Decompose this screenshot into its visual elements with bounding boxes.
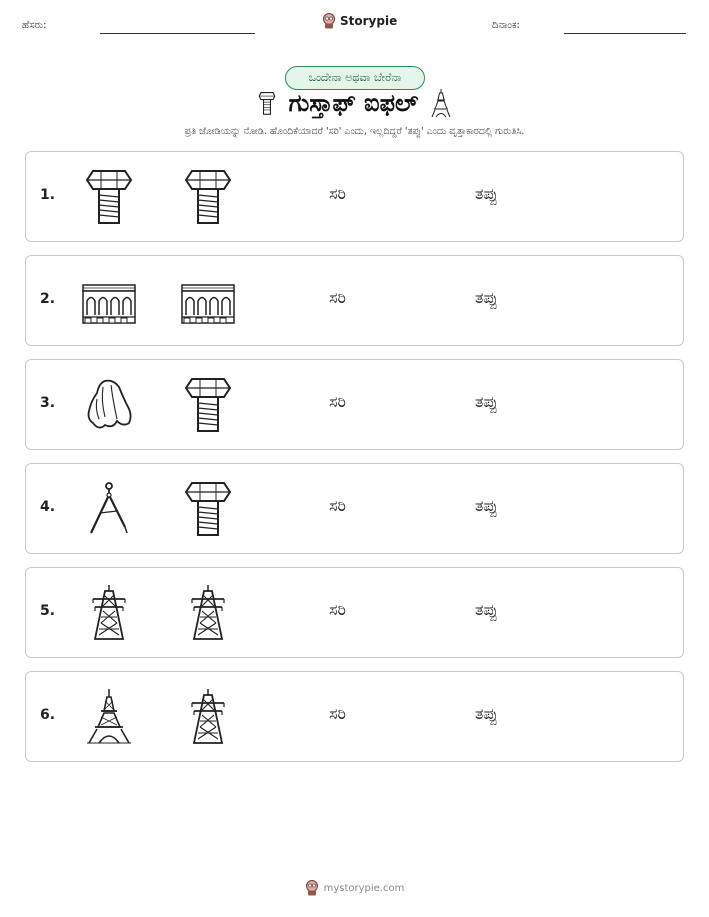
page-title: ಗುಸ್ತಾಫ್ ಐಫಲ್ bbox=[288, 89, 419, 117]
pylon-icon bbox=[178, 687, 238, 747]
footer-url[interactable]: mystorypie.com bbox=[323, 882, 405, 894]
storypie-mascot-icon bbox=[322, 13, 336, 29]
footer bbox=[0, 880, 709, 896]
question-card bbox=[25, 671, 684, 762]
answer-no[interactable]: ತಪ್ಪು bbox=[475, 392, 498, 411]
question-card bbox=[25, 567, 684, 658]
question-number: 4. bbox=[40, 499, 56, 515]
bolt-icon bbox=[178, 167, 238, 227]
question-number: 1. bbox=[40, 187, 56, 203]
answer-yes[interactable]: ಸರಿ bbox=[329, 704, 346, 723]
answer-no[interactable]: ತಪ್ಪು bbox=[475, 288, 498, 307]
question-number: 6. bbox=[40, 707, 56, 723]
name-field[interactable] bbox=[100, 33, 255, 34]
title-row bbox=[0, 88, 709, 118]
question-number: 5. bbox=[40, 603, 56, 619]
question-card bbox=[25, 463, 684, 554]
cloth-icon bbox=[79, 375, 139, 435]
brand-logo bbox=[322, 13, 397, 29]
bolt-icon bbox=[257, 90, 277, 116]
bolt-icon bbox=[79, 167, 139, 227]
date-field[interactable] bbox=[564, 33, 686, 34]
question-number: 2. bbox=[40, 291, 56, 307]
question-number: 3. bbox=[40, 395, 56, 411]
viaduct-icon bbox=[178, 271, 238, 331]
eiffel-tower-icon bbox=[79, 687, 139, 747]
answer-no[interactable]: ತಪ್ಪು bbox=[475, 704, 498, 723]
viaduct-icon bbox=[79, 271, 139, 331]
date-label: ದಿನಾಂಕ: bbox=[492, 20, 520, 31]
pylon-icon bbox=[79, 583, 139, 643]
question-card bbox=[25, 151, 684, 242]
answer-no[interactable]: ತಪ್ಪು bbox=[475, 496, 498, 515]
bolt-icon bbox=[178, 375, 238, 435]
instructions: ಪ್ರತಿ ಜೋಡಿಯನ್ನು ನೋಡಿ. ಹೊಂದಿಕೆಯಾದರೆ 'ಸರಿ' ಎಂದು, ಇಲ್ಲದಿದ್ದರೆ 'ತಪ್ಪು' ಎಂದು ವೃತ್ತಾಕಾರದಲ್ಲಿ ಗುರುತಿಸಿ. bbox=[184, 126, 525, 137]
question-card bbox=[25, 255, 684, 346]
answer-yes[interactable]: ಸರಿ bbox=[329, 184, 346, 203]
activity-tag: ಒಂದೇನಾ ಅಥವಾ ಬೇರೆನಾ bbox=[285, 66, 425, 90]
eiffel-tower-icon bbox=[430, 88, 452, 118]
answer-yes[interactable]: ಸರಿ bbox=[329, 600, 346, 619]
brand-name: Storypie bbox=[340, 14, 398, 28]
name-label: ಹೆಸರು: bbox=[22, 20, 47, 31]
answer-yes[interactable]: ಸರಿ bbox=[329, 288, 346, 307]
answer-no[interactable]: ತಪ್ಪು bbox=[475, 184, 498, 203]
question-card bbox=[25, 359, 684, 450]
compass-icon bbox=[79, 479, 139, 539]
answer-yes[interactable]: ಸರಿ bbox=[329, 392, 346, 411]
answer-no[interactable]: ತಪ್ಪು bbox=[475, 600, 498, 619]
answer-yes[interactable]: ಸರಿ bbox=[329, 496, 346, 515]
bolt-icon bbox=[178, 479, 238, 539]
pylon-icon bbox=[178, 583, 238, 643]
storypie-mascot-icon bbox=[305, 880, 319, 896]
